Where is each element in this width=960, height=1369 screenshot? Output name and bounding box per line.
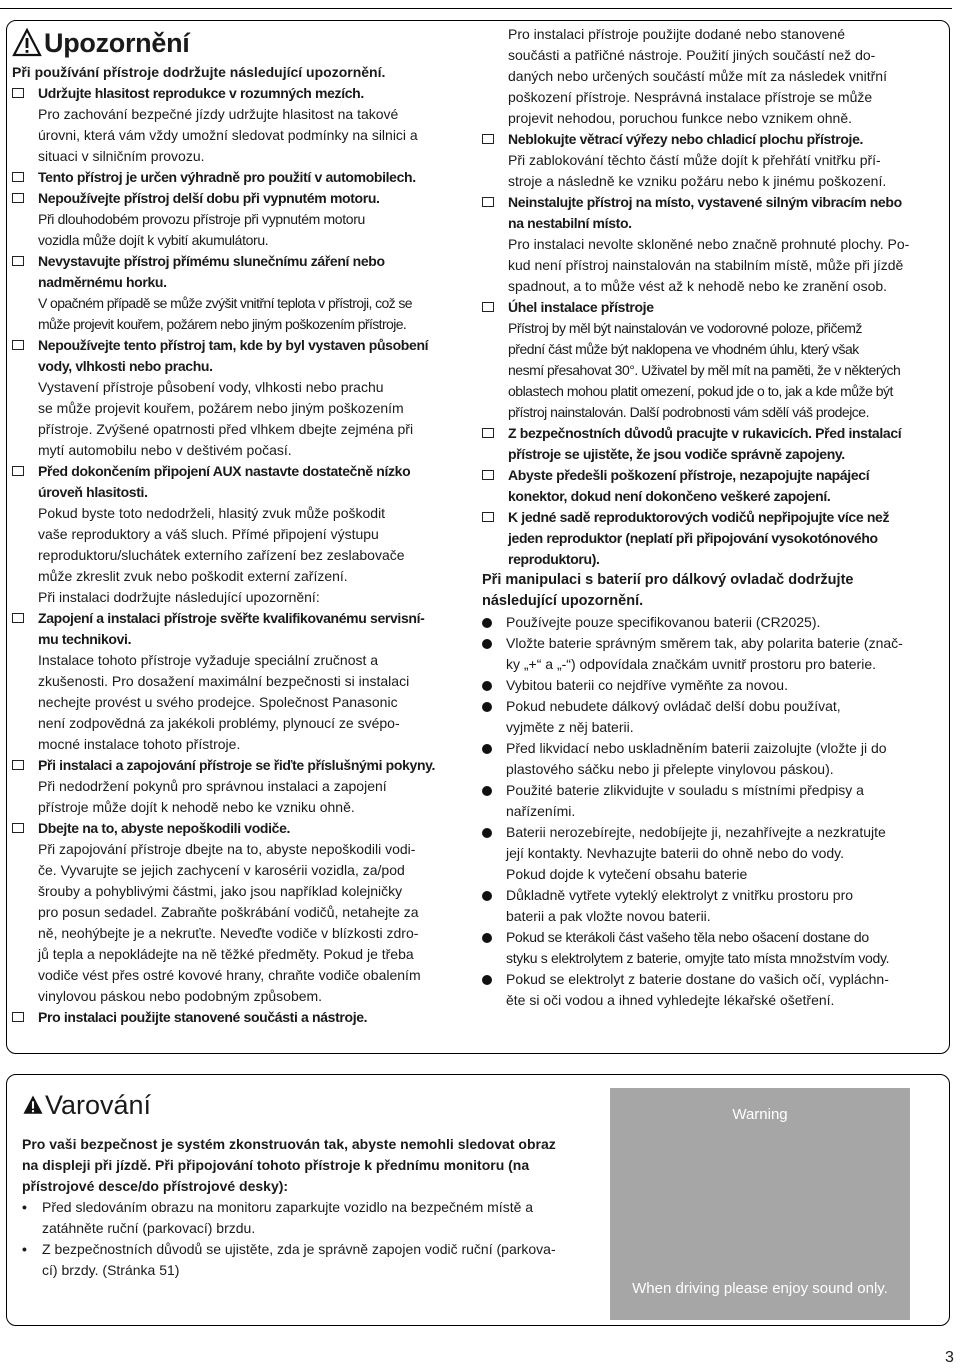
- caution-item: [482, 423, 922, 465]
- body-line: če. Vyvarujte se jejich zachycení v karosérii vozidla, za/pod: [38, 862, 405, 878]
- filled-dot-icon: [482, 975, 492, 985]
- body-line: Při nedodržení pokynů pro správnou instalaci a zapojení: [38, 778, 387, 794]
- heading-line: Při manipulaci s baterií pro dálkový ovladač dodržujte: [482, 572, 854, 588]
- caution-item: [482, 297, 922, 318]
- caution-item: [482, 192, 922, 234]
- body-line: ěte si oči vodou a ihned vyhledejte lékařské ošetření.: [506, 992, 835, 1008]
- body-line: se může projevit kouřem, požárem nebo jiným poškozením: [38, 400, 404, 416]
- warning-intro: [22, 1134, 602, 1197]
- body-line: přístroj nainstalován. Další podrobnosti vám sdělí váš prodejce.: [508, 404, 869, 420]
- body-line: vozidla může dojít k vybití akumulátoru.: [38, 232, 269, 248]
- checkbox-square-icon: [482, 302, 494, 312]
- caution-item-head: Nepoužívejte tento přístroj tam, kde by byl vystaven působení: [38, 337, 429, 353]
- caution-item: [12, 608, 460, 650]
- checkbox-square-icon: [482, 428, 494, 438]
- checkbox-square-icon: [12, 823, 24, 833]
- checkbox-square-icon: [482, 197, 494, 207]
- body-line: Baterii nerozebírejte, nedobíjejte ji, nezahřívejte a nezkratujte: [506, 824, 886, 840]
- filled-dot-icon: [482, 639, 492, 649]
- checkbox-square-icon: [12, 88, 24, 98]
- caution-item-head: Neblokujte větrací výřezy nebo chladicí plochu přístroje.: [508, 131, 864, 147]
- caution-item-head: jeden reproduktor (neplatí při připojování vysokotónového: [508, 530, 878, 546]
- body-line: přístroje. Zvýšené opatrnosti před vlhkem dbejte zejména při: [38, 421, 414, 437]
- battery-item: [482, 696, 922, 738]
- caution-item-head: reproduktoru).: [508, 551, 600, 567]
- filled-dot-icon: [482, 786, 492, 796]
- caution-left-column: [12, 24, 460, 1028]
- caution-item-body: [12, 209, 460, 251]
- warning-triangle-icon: [12, 28, 42, 58]
- warning-bullet: [22, 1239, 602, 1281]
- caution-item-body: [12, 839, 460, 1007]
- caution-title-row: [12, 24, 460, 62]
- body-line: vinylovou páskou nebo podobným způsobem.: [38, 988, 323, 1004]
- caution-item-head: Dbejte na to, abyste nepoškodili vodiče.: [38, 820, 291, 836]
- body-line: šrouby a pohyblivými částmi, jako jsou například kolejničky: [38, 883, 403, 899]
- body-line: Pokud byste toto nedodrželi, hlasitý zvuk může poškodit: [38, 505, 386, 521]
- caution-item: [482, 507, 922, 570]
- monitor-warning-panel: [610, 1088, 910, 1320]
- body-line: úrovni, která vám vždy umožní sledovat podmínky na silnici a: [38, 127, 418, 143]
- body-line: nechejte provést u svého prodejce. Společnost Panasonic: [38, 694, 398, 710]
- caution-item-body: [482, 318, 922, 423]
- body-line: Používejte pouze specifikovanou baterii (CR2025).: [506, 614, 821, 630]
- bullet-symbol: •: [22, 1199, 27, 1215]
- body-line: situaci v silničním provozu.: [38, 148, 205, 164]
- body-line: baterii a pak vložte novou baterii.: [506, 908, 711, 924]
- body-line: Vybitou baterii co nejdříve vyměňte za novou.: [506, 677, 788, 693]
- body-line: Instalace tohoto přístroje vyžaduje speciální zručnost a: [38, 652, 379, 668]
- body-line: přístroje může dojít k nehodě nebo ke vzniku ohně.: [38, 799, 355, 815]
- caution-item: [482, 465, 922, 507]
- caution-item: [12, 1007, 460, 1028]
- body-line: daných nebo určených součástí může mít za následek vnitřní: [508, 68, 887, 84]
- body-line: spadnout, a to může vést až k nehodě nebo ke zranění osob.: [508, 278, 888, 294]
- caution-item-head: Abyste předešli poškození přístroje, nezapojujte napájecí: [508, 467, 870, 483]
- warning-content: [22, 1086, 602, 1281]
- filled-dot-icon: [482, 618, 492, 628]
- checkbox-square-icon: [12, 172, 24, 182]
- body-line: Před likvidací nebo uskladněním baterii zaizolujte (vložte ji do: [506, 740, 887, 756]
- body-line: Pro instalaci přístroje použijte dodané nebo stanovené: [508, 26, 845, 42]
- caution-item: [12, 461, 460, 503]
- battery-item: [482, 927, 922, 969]
- caution-item-head: nadměrnému horku.: [38, 274, 167, 290]
- warning-bullet: [22, 1197, 602, 1239]
- battery-heading: [482, 570, 922, 612]
- body-line: Vložte baterie správným směrem tak, aby polarita baterie (znač-: [506, 635, 903, 651]
- body-line: Při zablokování těchto částí může dojít k přehřátí vnitřku pří-: [508, 152, 881, 168]
- body-line: oblastech mohou platit omezení, pokud jde o to, jak a kde může být: [508, 383, 893, 399]
- caution-item-head: Nevystavujte přístroj přímému slunečnímu záření nebo: [38, 253, 385, 269]
- caution-item-head: Zapojení a instalaci přístroje svěřte kvalifikovanému servisní-: [38, 610, 425, 626]
- caution-item-body: [12, 377, 460, 461]
- intro-line: přístrojové desce/do přístrojové desky):: [22, 1178, 289, 1194]
- body-line: Při instalaci dodržujte následující upozornění:: [38, 589, 320, 605]
- caution-item: [12, 818, 460, 839]
- caution-item-body: [12, 293, 460, 335]
- battery-item: [482, 738, 922, 780]
- caution-item-head: úroveň hlasitosti.: [38, 484, 148, 500]
- caution-item-head: K jedné sadě reproduktorových vodičů nepřipojujte více než: [508, 509, 890, 525]
- checkbox-square-icon: [482, 134, 494, 144]
- top-rule: [0, 8, 952, 9]
- body-line: není zodpovědná za jakékoli problémy, plynoucí ze svépo-: [38, 715, 400, 731]
- body-line: jů tepla a nepokládejte na ně těžké předměty. Pokud je třeba: [38, 946, 414, 962]
- body-line: Pokud nebudete dálkový ovládač delší dobu používat,: [506, 698, 841, 714]
- caution-item-head: Před dokončením připojení AUX nastavte dostatečně nízko: [38, 463, 411, 479]
- battery-item: [482, 885, 922, 927]
- caution-item-body: [12, 776, 460, 818]
- caution-intro: Při používání přístroje dodržujte následující upozornění.: [12, 64, 386, 80]
- warning-title: Varování: [45, 1089, 152, 1120]
- body-line: projevit nehodou, poruchou funkce nebo vznikem ohně.: [508, 110, 853, 126]
- body-line: stroje a následně ke vzniku požáru nebo k jinému poškození.: [508, 173, 887, 189]
- filled-dot-icon: [482, 933, 492, 943]
- body-line: Pokud dojde k vytečení obsahu baterie: [506, 866, 748, 882]
- intro-line: na displeji při jízdě. Při připojování tohoto přístroje k přednímu monitoru (na: [22, 1157, 530, 1173]
- caution-item-body: [482, 150, 922, 192]
- page-number: 3: [945, 1349, 954, 1366]
- caution-item-head: Úhel instalace přístroje: [508, 299, 654, 315]
- warning-title-row: [22, 1086, 602, 1124]
- checkbox-square-icon: [12, 193, 24, 203]
- body-line: může projevit kouřem, požárem nebo jiným poškozením přístroje.: [38, 316, 407, 332]
- body-line: mytí automobilu nebo v deštivém počasí.: [38, 442, 292, 458]
- body-line: nesmí přesahovat 30°. Uživatel by měl mít na paměti, že v některých: [508, 362, 901, 378]
- body-line: mocné instalace tohoto přístroje.: [38, 736, 241, 752]
- panel-message: When driving please enjoy sound only.: [632, 1280, 888, 1297]
- warning-triangle-icon: [22, 1094, 44, 1116]
- body-line: ně, neohýbejte je a nekruťte. Neveďte vodiče v blízkosti zdro-: [38, 925, 419, 941]
- body-line: přední část může být naklopena ve vhodném úhlu, který však: [508, 341, 859, 357]
- caution-item: [12, 755, 460, 776]
- body-line: vaše reproduktory a váš sluch. Přímé připojení výstupu: [38, 526, 379, 542]
- checkbox-square-icon: [12, 1012, 24, 1022]
- body-line: Použité baterie zlikvidujte v souladu s místními předpisy a: [506, 782, 864, 798]
- battery-item: [482, 822, 922, 885]
- body-line: nařízeními.: [506, 803, 576, 819]
- body-line: Před sledováním obrazu na monitoru zaparkujte vozidlo na bezpečném místě a: [42, 1199, 534, 1215]
- body-line: cí) brzdy. (Stránka 51): [42, 1262, 180, 1278]
- heading-line: následující upozornění.: [482, 593, 644, 609]
- body-line: Vystavení přístroje působení vody, vlhkosti nebo prachu: [38, 379, 384, 395]
- caution-item-body: [12, 104, 460, 167]
- bullet-symbol: •: [22, 1241, 27, 1257]
- caution-item-head: Udržujte hlasitost reprodukce v rozumných mezích.: [38, 85, 364, 101]
- body-line: Při dlouhodobém provozu přístroje při vypnutém motoru: [38, 211, 365, 227]
- body-line: Přístroj by měl být nainstalován ve vodorovné poloze, přičemž: [508, 320, 862, 336]
- caution-item: [12, 188, 460, 209]
- caution-item-head: vody, vlhkosti nebo prachu.: [38, 358, 213, 374]
- caution-item-head: Nepoužívejte přístroj delší dobu při vypnutém motoru.: [38, 190, 380, 206]
- caution-item: [12, 83, 460, 104]
- caution-item-head: Z bezpečnostních důvodů pracujte v rukavicích. Před instalací: [508, 425, 902, 441]
- filled-dot-icon: [482, 744, 492, 754]
- body-line: Pokud se kterákoli část vašeho těla nebo ošacení dostane do: [506, 929, 869, 945]
- caution-item-head: Neinstalujte přístroj na místo, vystavené silným vibracím nebo: [508, 194, 902, 210]
- body-line: může zkreslit zvuk nebo poškodit externí zařízení.: [38, 568, 348, 584]
- body-line: kud není přístroj nainstalován na stabilním místě, může při jízdě: [508, 257, 904, 273]
- battery-item: [482, 612, 922, 633]
- filled-dot-icon: [482, 681, 492, 691]
- body-line: Pokud se elektrolyt z baterie dostane do vašich očí, vypláchn-: [506, 971, 889, 987]
- checkbox-square-icon: [12, 466, 24, 476]
- filled-dot-icon: [482, 702, 492, 712]
- body-line: vyjměte z něj baterii.: [506, 719, 634, 735]
- body-line: plastového sáčku nebo ji přelepte vinylovou páskou).: [506, 761, 834, 777]
- caution-item: [12, 335, 460, 377]
- battery-item: [482, 675, 922, 696]
- checkbox-square-icon: [12, 256, 24, 266]
- body-line: styku s elektrolytem z baterie, omyjte tato místa množstvím vody.: [506, 950, 890, 966]
- body-line: ky „+“ a „-“) odpovídala značkám uvnitř prostoru pro baterie.: [506, 656, 876, 672]
- caution-item-head: konektor, dokud není dokončeno veškeré zapojení.: [508, 488, 831, 504]
- body-line: vodiče vést přes ostré kovové hrany, chraňte vodiče obalením: [38, 967, 421, 983]
- caution-right-column: [482, 24, 922, 1011]
- body-line: Pro zachování bezpečné jízdy udržujte hlasitost na takové: [38, 106, 399, 122]
- caution-item-body: [12, 503, 460, 608]
- body-line: poškození přístroje. Nesprávná instalace přístroje se může: [508, 89, 873, 105]
- body-line: zkušenosti. Pro dosažení maximální bezpečnosti si instalaci: [38, 673, 410, 689]
- caution-item: [482, 129, 922, 150]
- caution-item-head: přístroje se ujistěte, že jsou vodiče správně zapojeny.: [508, 446, 845, 462]
- caution-title: Upozornění: [44, 27, 190, 58]
- checkbox-square-icon: [482, 512, 494, 522]
- intro-line: Pro vaši bezpečnost je systém zkonstruován tak, abyste nemohli sledovat obraz: [22, 1136, 556, 1152]
- caution-item-head: Při instalaci a zapojování přístroje se řiďte příslušnými pokyny.: [38, 757, 436, 773]
- checkbox-square-icon: [12, 613, 24, 623]
- body-line: zatáhněte ruční (parkovací) brzdu.: [42, 1220, 256, 1236]
- battery-item: [482, 780, 922, 822]
- caution-item: [12, 251, 460, 293]
- filled-dot-icon: [482, 891, 492, 901]
- filled-dot-icon: [482, 828, 492, 838]
- body-line: Důkladně vytřete vyteklý elektrolyt z vnitřku prostoru pro: [506, 887, 854, 903]
- body-line: Z bezpečnostních důvodů se ujistěte, zda je správně zapojen vodič ruční (parkova-: [42, 1241, 556, 1257]
- body-line: pro posun sedadel. Zabraňte poškrábání vodičů, netahejte za: [38, 904, 419, 920]
- panel-title: Warning: [732, 1106, 788, 1123]
- caution-item-head: mu technikovi.: [38, 631, 132, 647]
- checkbox-square-icon: [12, 760, 24, 770]
- body-line: Při zapojování přístroje dbejte na to, abyste nepoškodili vodi-: [38, 841, 416, 857]
- body-line: Pro instalaci nevolte skloněné nebo značně prohnuté plochy. Po-: [508, 236, 910, 252]
- caution-item-head: Pro instalaci použijte stanovené součásti a nástroje.: [38, 1009, 368, 1025]
- body-line: V opačném případě se může zvýšit vnitřní teplota v přístroji, což se: [38, 295, 412, 311]
- right-intro: [482, 24, 922, 129]
- checkbox-square-icon: [12, 340, 24, 350]
- body-line: její kontakty. Nevhazujte baterii do ohně nebo do vody.: [506, 845, 845, 861]
- caution-item-body: [12, 650, 460, 755]
- caution-item: [12, 167, 460, 188]
- body-line: součásti a patřičné nástroje. Použití jiných součástí než do-: [508, 47, 876, 63]
- battery-item: [482, 633, 922, 675]
- caution-item-head: na nestabilní místo.: [508, 215, 632, 231]
- body-line: reproduktoru/sluchátek externího zařízení bez zeslabovače: [38, 547, 405, 563]
- caution-item-body: [482, 234, 922, 297]
- battery-item: [482, 969, 922, 1011]
- checkbox-square-icon: [482, 470, 494, 480]
- caution-item-head: Tento přístroj je určen výhradně pro použití v automobilech.: [38, 169, 416, 185]
